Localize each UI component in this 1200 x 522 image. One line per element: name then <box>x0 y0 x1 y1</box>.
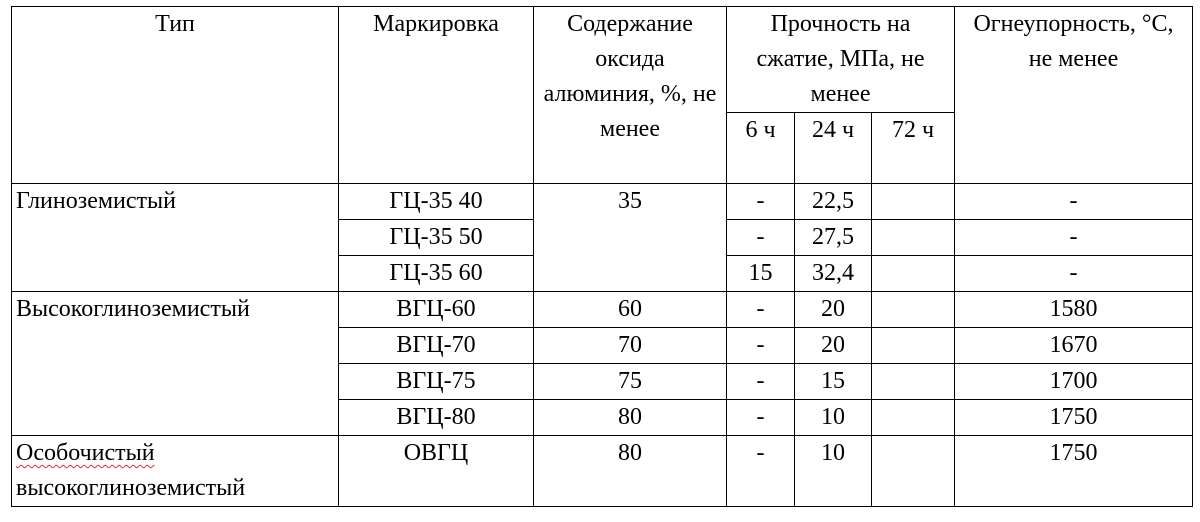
alumina-cell: 80 <box>534 436 727 507</box>
mark-cell: ВГЦ-75 <box>339 364 534 400</box>
refractoriness-cell: 1750 <box>955 400 1193 436</box>
s72-cell <box>872 328 955 364</box>
header-strength: Прочность на сжатие, МПа, не менее <box>727 7 955 113</box>
mark-cell: ГЦ-35 40 <box>339 184 534 220</box>
s72-cell <box>872 292 955 328</box>
s6-cell: - <box>727 184 795 220</box>
s72-cell <box>872 256 955 292</box>
header-24h: 24 ч <box>795 113 872 184</box>
s72-cell <box>872 220 955 256</box>
s72-cell <box>872 184 955 220</box>
s24-cell: 27,5 <box>795 220 872 256</box>
header-72h: 72 ч <box>872 113 955 184</box>
header-type: Тип <box>12 7 339 184</box>
header-6h: 6 ч <box>727 113 795 184</box>
header-marking: Маркировка <box>339 7 534 184</box>
s24-cell: 15 <box>795 364 872 400</box>
refractoriness-cell: - <box>955 220 1193 256</box>
alumina-cell: 35 <box>534 184 727 292</box>
s6-cell: - <box>727 364 795 400</box>
s24-cell: 10 <box>795 436 872 507</box>
alumina-cell: 80 <box>534 400 727 436</box>
s72-cell <box>872 436 955 507</box>
s6-cell: 15 <box>727 256 795 292</box>
mark-cell: ВГЦ-80 <box>339 400 534 436</box>
s6-cell: - <box>727 400 795 436</box>
type-line-1: Особочистый <box>16 440 155 466</box>
header-row <box>12 7 1193 113</box>
table-row <box>12 292 1193 328</box>
s24-cell: 20 <box>795 328 872 364</box>
refractoriness-cell: - <box>955 256 1193 292</box>
type-line-2: высокоглиноземистый <box>16 475 246 501</box>
table-row <box>12 184 1193 220</box>
refractoriness-cell: 1670 <box>955 328 1193 364</box>
mark-cell: ОВГЦ <box>339 436 534 507</box>
s72-cell <box>872 400 955 436</box>
alumina-cell: 75 <box>534 364 727 400</box>
cement-table <box>11 6 1193 507</box>
type-cell <box>12 436 339 507</box>
s6-cell: - <box>727 436 795 507</box>
s24-cell: 10 <box>795 400 872 436</box>
refractoriness-cell: 1580 <box>955 292 1193 328</box>
s6-cell: - <box>727 292 795 328</box>
s72-cell <box>872 364 955 400</box>
mark-cell: ВГЦ-60 <box>339 292 534 328</box>
alumina-cell: 70 <box>534 328 727 364</box>
header-refractoriness: Огнеупорность, °С, не менее <box>955 7 1193 184</box>
refractoriness-cell: 1750 <box>955 436 1193 507</box>
table-row <box>12 436 1193 507</box>
refractoriness-cell: 1700 <box>955 364 1193 400</box>
mark-cell: ВГЦ-70 <box>339 328 534 364</box>
alumina-cell: 60 <box>534 292 727 328</box>
s24-cell: 20 <box>795 292 872 328</box>
mark-cell: ГЦ-35 50 <box>339 220 534 256</box>
header-alumina: Содержание оксида алюминия, %, не менее <box>534 7 727 184</box>
mark-cell: ГЦ-35 60 <box>339 256 534 292</box>
s24-cell: 32,4 <box>795 256 872 292</box>
refractoriness-cell: - <box>955 184 1193 220</box>
type-cell: Глиноземистый <box>12 184 339 292</box>
type-cell: Высокоглиноземистый <box>12 292 339 436</box>
s24-cell: 22,5 <box>795 184 872 220</box>
s6-cell: - <box>727 220 795 256</box>
s6-cell: - <box>727 328 795 364</box>
